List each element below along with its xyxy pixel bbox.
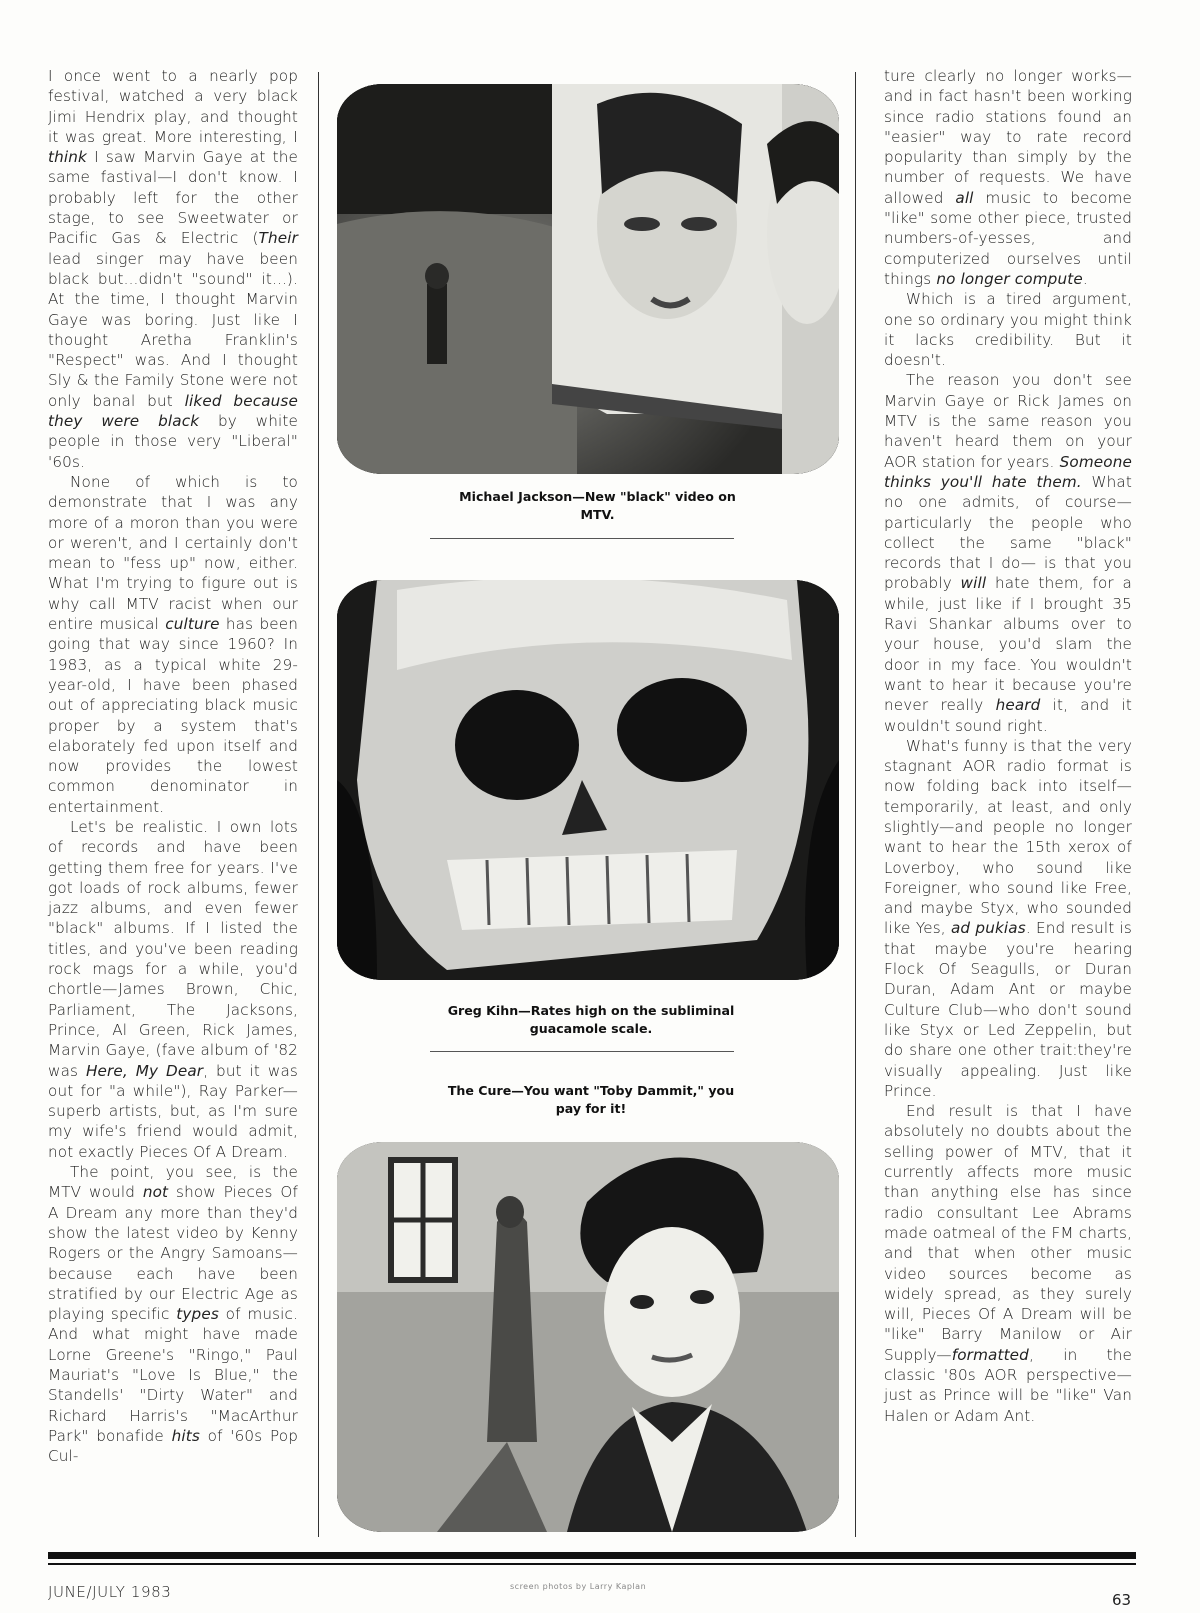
page-number: 63 — [1112, 1591, 1132, 1609]
caption-rule-1 — [430, 538, 734, 539]
caption-rule-2 — [430, 1051, 734, 1052]
the-cure-video-still — [337, 1142, 839, 1532]
column-divider-right — [855, 72, 856, 1537]
left-text-column — [48, 66, 298, 1466]
body-paragraph: What's funny is that the very stagnant AOR radio format is now folding back into itself—temporarily, at least, and only slightly—and people no longer want to hear the 15th xerox of Loverboy, who sound like Foreigner, who sound like Free, and maybe Styx, who sounded like Yes, ad pukias. End result is that maybe you're hearing Flock Of Seagulls, or Duran Duran, Adam Ant or maybe Culture Club—who don't sound like Styx or Led Zeppelin, but do share one other trait:they're visually appealing. Just like Prince. — [884, 736, 1132, 1100]
body-paragraph: None of which is to demonstrate that I was any more of a moron than you were or weren't, and I certainly don't mean to "fess up" now, either. What I'm trying to figure out is why call MTV racist when our entire musical culture has been going that way since 1960? In 1983, as a typical white 29-year-old, I have been phased out of appreciating black music proper by a system that's elaborately fed upon itself and now provides the lowest common denominator in entertainment. — [48, 472, 298, 816]
column-divider-left — [318, 72, 319, 1537]
body-paragraph: End result is that I have absolutely no doubts about the selling power of MTV, that it currently affects more music than anything else has since radio consultant Lee Abrams made oatmeal of the FM charts, and that when other music video sources become as widely spread, as they surely will, Pieces Of A Dream will be "like" Barry Manilow or Air Supply—formatted, in the classic '80s AOR perspective—just as Prince will be "like" Van Halen or Adam Ant. — [884, 1102, 1132, 1425]
body-paragraph: The point, you see, is the MTV would not show Pieces Of A Dream any more than they'd show the latest video by Kenny Rogers or the Angry Samoans—because each have been stratified by our Electric Age as playing specific types of music. And what might have made Lorne Greene's "Ringo," Paul Mauriat's "Love Is Blue," the Standells' "Dirty Water" and Richard Harris's "MacArthur Park" bonafide hits of '60s Pop Cul- — [48, 1163, 299, 1466]
footer-rule-thick — [48, 1552, 1136, 1559]
michael-jackson-video-still — [337, 84, 839, 474]
body-paragraph: Let's be realistic. I own lots of records and have been getting them free for years. I've got loads of rock albums, fewer jazz albums, and even fewer "black" albums. If I listed the titles, and you've been reading rock mags for a while, you'd chortle—James Brown, Chic, Parliament, The Jacksons, Prince, Al Green, Rick James, Marvin Gaye, (fave album of '82 was Here, My Dear, but it was out for "a while"), Ray Parker—superb artists, but, as I'm sure my wife's friend would admit, not exactly Pieces Of A Dream. — [48, 817, 298, 1161]
body-paragraph: Which is a tired argument, one so ordinary you might think it lacks credibility. But it doesn't. — [884, 290, 1132, 370]
caption-the-cure: The Cure—You want "Toby Dammit," you pay for it! — [447, 1083, 735, 1116]
body-paragraph: I once went to a nearly pop festival, watched a very black Jimi Hendrix play, and thought it was great. More interesting, I think I saw Marvin Gaye at the same fastival—I don't know. I probably left for the other stage, to see Sweetwater or Pacific Gas & Electric (Their lead singer may have been black but...didn't "sound" it...). At the time, I thought Marvin Gaye was boring. Just like I thought Aretha Franklin's "Respect" was. And I thought Sly & the Family Stone were not only banal but liked because they were black by white people in those very "Liberal" '60s. — [48, 67, 298, 471]
body-paragraph: ture clearly no longer works—and in fact hasn't been working since radio stations found an "easier" way to rate record popularity than simply by the number of requests. We have allowed all music to become "like" some other piece, trusted numbers-of-yesses, and computerized ourselves until things no longer compute. — [884, 67, 1132, 288]
issue-date: JUNE/JULY 1983 — [48, 1583, 172, 1601]
body-paragraph: The reason you don't see Marvin Gaye or Rick James on MTV is the same reason you haven't heard them on your AOR station for years. Someone thinks you'll hate them. What no one admits, of course—particularly the people who collect the same "black" records that I do— is that you probably will hate them, for a while, just like if I brought 35 Ravi Shankar albums over to your house, you'd slam the door in my face. You wouldn't want to hear it because you're never really heard it, and it wouldn't sound right. — [884, 371, 1132, 735]
photo-credit: screen photos by Larry Kaplan — [510, 1582, 647, 1591]
right-text-column — [884, 66, 1132, 1426]
greg-kihn-video-still — [337, 580, 839, 980]
caption-greg-kihn: Greg Kihn—Rates high on the subliminal guacamole scale. — [447, 1003, 735, 1036]
footer-rule-thin — [48, 1563, 1136, 1565]
caption-michael-jackson: Michael Jackson—New "black" video on MTV. — [459, 489, 736, 522]
